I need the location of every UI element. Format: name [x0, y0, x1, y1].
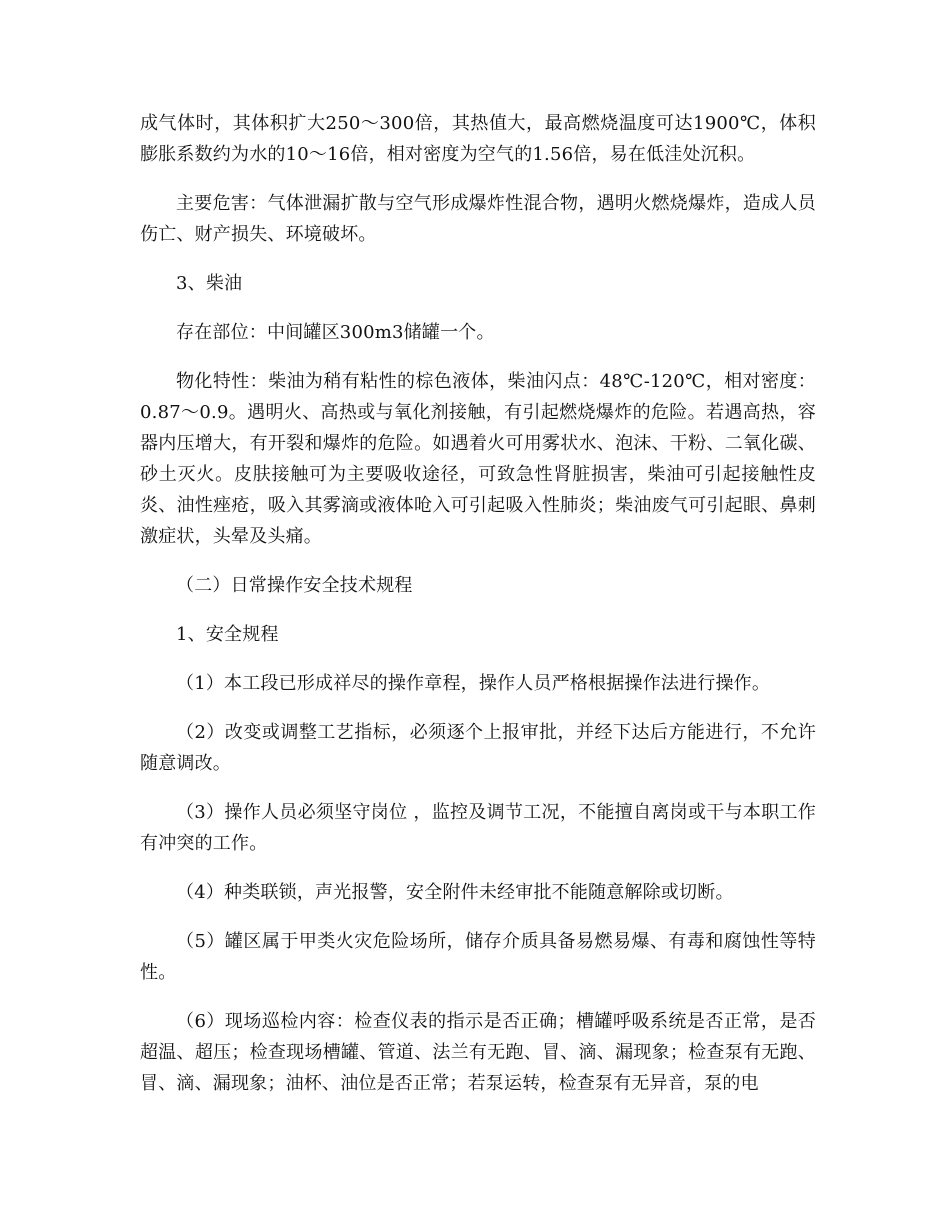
rule-item-5: （5）罐区属于甲类火灾危险场所，储存介质具备易燃易爆、有毒和腐蚀性等特性。	[140, 931, 816, 983]
paragraph-location: 存在部位：中间罐区300m3储罐一个。	[176, 322, 495, 343]
rule-item-6: （6）现场巡检内容：检查仪表的指示是否正确；槽罐呼吸系统是否正常，是否超温、超压；检查现场槽罐、管道、法兰有无跑、冒、滴、漏现象；检查泵有无跑、冒、滴、漏现象；油杯、油位是否正常；若泵运转，检查泵有无异音，泵的电	[140, 1011, 816, 1094]
paragraph-gas-properties: 成气体时，其体积扩大250～300倍，其热值大，最高燃烧温度可达1900℃，体积膨胀系数约为水的10～16倍，相对密度为空气的1.56倍，易在低洼处沉积。	[140, 113, 816, 165]
rule-item-1: （1）本工段已形成祥尽的操作章程，操作人员严格根据操作法进行操作。	[176, 673, 771, 694]
section-heading-operating-rules: （二）日常操作安全技术规程	[176, 575, 413, 596]
section-heading-diesel: 3、柴油	[176, 273, 243, 294]
document-body	[140, 108, 816, 1117]
rule-item-3: （3）操作人员必须坚守岗位 ，监控及调节工况，不能擅自离岗或干与本职工作有冲突的工作。	[140, 802, 816, 854]
rule-item-4: （4）种类联锁，声光报警，安全附件未经审批不能随意解除或切断。	[176, 882, 734, 903]
rule-item-2: （2）改变或调整工艺指标，必须逐个上报审批，并经下达后方能进行，不允许随意调改。	[140, 722, 816, 774]
paragraph-physicochemical: 物化特性：柴油为稍有粘性的棕色液体，柴油闪点：48℃-120℃，相对密度：0.87～0.9。遇明火、高热或与氧化剂接触，有引起燃烧爆炸的危险。若遇高热，容器内压增大，有开裂和爆炸的危险。如遇着火可用雾状水、泡沫、干粉、二氧化碳、砂土灭火。皮肤接触可为主要吸收途径，可致急性肾脏损害，柴油可引起接触性皮炎、油性痤疮，吸入其雾滴或液体呛入可引起吸入性肺炎；柴油废气可引起眼、鼻刺激症状，头晕及头痛。	[140, 371, 816, 547]
section-heading-safety-rules: 1、安全规程	[176, 624, 279, 645]
paragraph-main-hazard: 主要危害：气体泄漏扩散与空气形成爆炸性混合物，遇明火燃烧爆炸，造成人员伤亡、财产损失、环境破坏。	[140, 193, 816, 245]
